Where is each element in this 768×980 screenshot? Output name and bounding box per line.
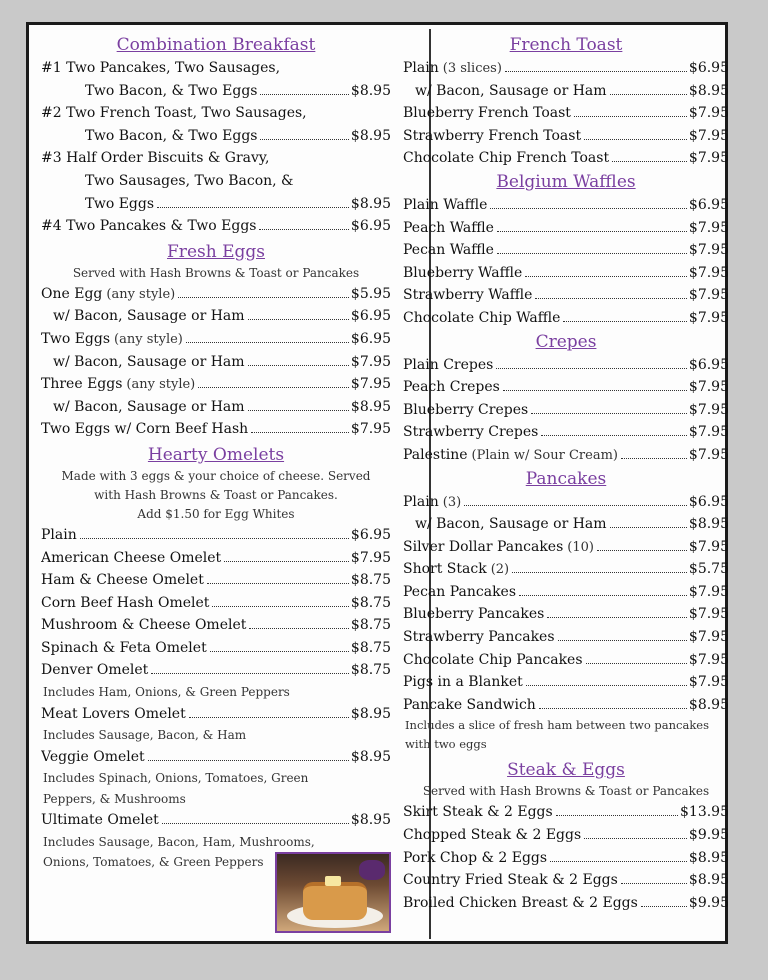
menu-item: Plain (3 slices) $6.95 [403,60,729,76]
menu-item: Chocolate Chip Pancakes $7.95 [403,651,729,668]
menu-item: Strawberry French Toast $7.95 [403,127,729,144]
omelets-desc-3: Add $1.50 for Egg Whites [137,506,295,521]
menu-item: Ultimate Omelet $8.95 [41,812,391,829]
menu-item: Chopped Steak & 2 Eggs $9.95 [403,827,729,844]
omelets-desc-2: with Hash Browns & Toast or Pancakes. [94,487,338,502]
combo-1-item: Two Bacon, & Two Eggs $8.95 [85,82,391,99]
menu-item: Strawberry Waffle $7.95 [403,287,729,304]
fresh-eggs-subtitle: Served with Hash Browns & Toast or Pancakes [72,265,360,280]
menu-item: Peach Waffle $7.95 [403,219,729,236]
menu-item: w/ Bacon, Sausage or Ham $7.95 [53,353,391,370]
belgium-waffles-heading: Belgium Waffles [496,171,636,192]
menu-item: Three Eggs (any style) $7.95 [41,376,391,393]
menu-item: Palestine (Plain w/ Sour Cream) $7.95 [403,446,729,463]
menu-item: w/ Bacon, Sausage or Ham $6.95 [53,308,391,325]
menu-item: Meat Lovers Omelet $8.95 [41,705,391,722]
right-column [403,33,729,914]
menu-item: Pecan Pancakes $7.95 [403,583,729,600]
pancake-sandwich-note-2: with two eggs [405,737,487,752]
menu-item: Plain Waffle $6.95 [403,196,729,213]
combo-4-item: #4 Two Pancakes & Two Eggs $6.95 [41,218,391,235]
meat-lovers-note: Includes Sausage, Bacon, & Ham [43,728,247,743]
menu-item: American Cheese Omelet $7.95 [41,549,391,566]
ultimate-note-2: Onions, Tomatoes, & Green Peppers [43,855,264,870]
menu-item: Blueberry Waffle $7.95 [403,264,729,281]
menu-item: Skirt Steak & 2 Eggs $13.95 [403,804,729,821]
pancakes-heading: Pancakes [525,468,607,489]
menu-page [26,22,728,944]
combo-2-item: Two Bacon, & Two Eggs $8.95 [85,127,391,144]
crepes-heading: Crepes [535,331,597,352]
menu-item: Pecan Waffle $7.95 [403,242,729,259]
fresh-eggs-heading: Fresh Eggs [167,241,265,262]
menu-item: Short Stack (2) $5.75 [403,561,729,578]
menu-item: Peach Crepes $7.95 [403,379,729,396]
omelets-desc-1: Made with 3 eggs & your choice of cheese. Served [61,468,371,483]
menu-item: Strawberry Crepes $7.95 [403,424,729,441]
menu-item: w/ Bacon, Sausage or Ham $8.95 [53,398,391,415]
combo-3-line: #3 Half Order Biscuits & Gravy, [41,150,270,167]
menu-item: Strawberry Pancakes $7.95 [403,629,729,646]
menu-item: Veggie Omelet $8.95 [41,748,391,765]
menu-item: Blueberry Crepes $7.95 [403,401,729,418]
menu-item: Pork Chop & 2 Eggs $8.95 [403,849,729,866]
menu-item: Plain (3) $6.95 [403,493,729,510]
menu-item: w/ Bacon, Sausage or Ham $8.95 [415,516,729,533]
menu-item: Pigs in a Blanket $7.95 [403,674,729,691]
menu-item: Mushroom & Cheese Omelet $8.75 [41,617,391,634]
menu-item: Denver Omelet $8.75 [41,662,391,679]
berries-bowl-icon [359,860,385,880]
butter-icon [325,876,341,886]
menu-item: Chocolate Chip Waffle $7.95 [403,309,729,326]
menu-item: Corn Beef Hash Omelet $8.75 [41,594,391,611]
pancake-stack-icon [303,882,367,920]
combination-breakfast-heading: Combination Breakfast [116,35,316,55]
left-column [41,33,391,873]
veggie-note-2: Peppers, & Mushrooms [43,791,186,806]
pancake-photo [275,852,391,933]
steak-eggs-subtitle: Served with Hash Browns & Toast or Pancakes [422,784,710,799]
pancake-sandwich-note-1: Includes a slice of fresh ham between two pancakes [405,718,709,733]
menu-item: Silver Dollar Pancakes (10) $7.95 [403,538,729,555]
menu-item: One Egg (any style) $5.95 [41,285,391,302]
combo-3-item: Two Eggs $8.95 [85,195,391,212]
french-toast-heading: French Toast [509,35,623,55]
combo-1-line: #1 Two Pancakes, Two Sausages, [41,60,281,76]
steak-eggs-heading: Steak & Eggs [507,760,625,781]
menu-item: Pancake Sandwich $8.95 [403,696,729,713]
menu-item: w/ Bacon, Sausage or Ham $8.95 [415,82,729,99]
menu-item: Plain Crepes $6.95 [403,356,729,373]
hearty-omelets-heading: Hearty Omelets [147,444,285,465]
menu-item: Blueberry French Toast $7.95 [403,105,729,122]
combo-3-line-2: Two Sausages, Two Bacon, & [85,172,294,189]
menu-item: Broiled Chicken Breast & 2 Eggs $9.95 [403,894,729,911]
denver-note: Includes Ham, Onions, & Green Peppers [43,685,290,700]
menu-item: Country Fried Steak & 2 Eggs $8.95 [403,872,729,889]
menu-item: Plain $6.95 [41,526,391,543]
combo-2-line: #2 Two French Toast, Two Sausages, [41,105,307,122]
veggie-note-1: Includes Spinach, Onions, Tomatoes, Green [43,771,309,786]
menu-item: Two Eggs (any style) $6.95 [41,330,391,347]
menu-item: Two Eggs w/ Corn Beef Hash $7.95 [41,421,391,438]
ultimate-note-1: Includes Sausage, Bacon, Ham, Mushrooms, [43,834,315,849]
menu-item: Chocolate Chip French Toast $7.95 [403,150,729,167]
menu-item: Blueberry Pancakes $7.95 [403,606,729,623]
menu-item: Spinach & Feta Omelet $8.75 [41,639,391,656]
menu-item: Ham & Cheese Omelet $8.75 [41,572,391,589]
